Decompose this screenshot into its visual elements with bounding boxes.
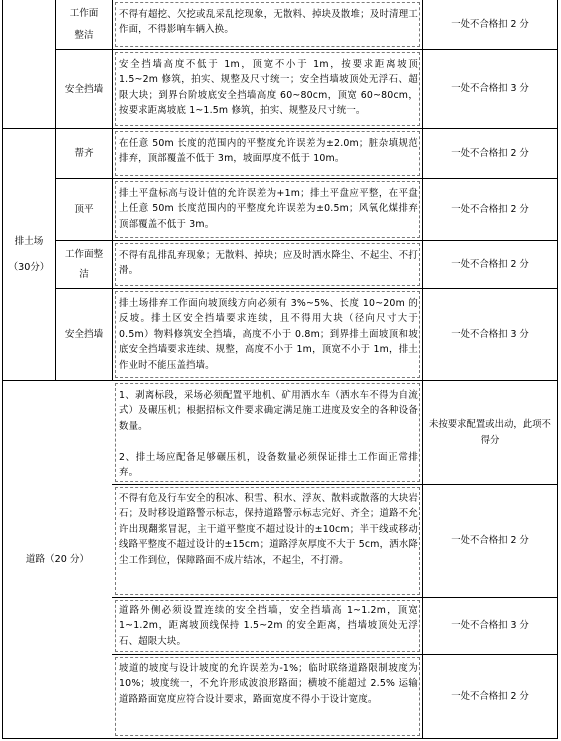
item-deduction: 一处不合格扣 3 分 [451,83,529,95]
item-requirement: 坡道的坡度与设计坡度的允许误差为-1%；临时联络道路限制坡度为 10%；坡度统一，不允许形成波浪形路面；横坡不能超过 2.5% 运输道路路面宽度应符合设计要求，路面宽度不得小于设计宽度。 [119,663,418,705]
item-name-safety-wall: 安全挡墙 [64,83,104,95]
item-deduction: 一处不合格扣 2 分 [451,18,529,30]
item-name-safety-wall: 安全挡墙 [64,329,104,340]
item-requirement: 1、剥离标段，采场必须配置平地机、矿用洒水车（洒水车不得为自流式）及碾压机；根据招标文件要求确定满足施工进度及安全的各种设备数量。 2、排土场应配备足够碾压机，设备数量必须保证排土工作面正常排弃。 [119,390,418,479]
item-requirement: 排土平盘标高与设计值的允许误差为+1m；排土平盘应平整，在平盘上任意 50m 长度范围内的平整度允许误差为±0.5m；风氧化煤排弃顶部覆盖不低于 3m。 [119,188,418,230]
column-divider-sub [112,0,113,380]
item-requirement: 不得有超挖、欠挖或乱采乱挖现象，无散料、掉块及散堆；及时清理工作面，不得影响车辆入换。 [119,9,418,36]
item-name-flat-top: 顶平 [74,204,94,215]
item-name-workface-clean: 工作面整 洁 [64,248,104,280]
table-border-right [557,0,558,739]
item-deduction: 一处不合格扣 2 分 [451,147,529,159]
item-name-workface-clean: 工作面 整洁 [69,7,99,41]
item-requirement: 不得有危及行车安全的积冰、积雪、积水、浮灰、散料或散落的大块岩石；及时移设道路警示标志，保持道路警示标志完好、齐全；道路不允许出现翻浆冒泥，主干道平整度不超过设计的±10cm；半干线或移动线路平整度不超过设计的±15cm；道路浮灰厚度不大于 5cm，洒水降尘工作到位，保障路面不成片结冰，不起尘，不打滑。 [119,493,418,566]
item-name-even-slope: 帮齐 [74,148,94,159]
item-deduction: 一处不合格扣 2 分 [451,535,529,547]
item-requirement: 在任意 50m 长度的范围内的平整度允许误差为±2.0m；脏杂填规范排弃，顶部覆盖不低于 3m，坡面厚度不低于 10m。 [119,138,418,165]
item-requirement: 排土场排弃工作面向坡顶线方向必须有 3%~5%、长度 10~20m 的反坡。排土区安全挡墙要求连续，且不得用大块（径向尺寸大于 0.5m）物料修筑安全挡墙，高度不小于 0.8m；到界排土面坡顶和坡底安全挡墙要求连续、规整，高度不小于 1m，顶宽不小于 1m，排土作业时不能压盖挡墙。 [119,298,418,371]
item-requirement: 道路外侧必须设置连续的安全挡墙，安全挡墙高 1~1.2m，顶宽 1~1.2m，距离坡顶线保持 1.5~2m 的安全距离，挡墙坡顶处无浮石、超限大块。 [119,605,418,647]
item-deduction: 一处不合格扣 2 分 [451,203,529,215]
table-border-bottom [2,738,558,739]
section-name-dump-site: 排土场 （30分） [8,235,50,273]
item-deduction: 未按要求配置或出动，此项不得分 [429,419,551,446]
item-requirement: 安全挡墙高度不低于 1m，顶宽不小于 1m，按要求距离坡顶 1.5~2m 修筑，拍实、规整及尺寸统一；安全挡墙坡顶处无浮石、超限大块；到界台阶坡底安全挡墙高度 60~80cm，顶宽 60~80cm，按要求距离坡底 1~1.5m 修筑，拍实、规整及尺寸统一。 [119,59,418,117]
section-name-road: 道路（20 分） [25,554,90,565]
item-requirement: 不得有乱排乱弃现象；无散料、掉块；应及时洒水降尘、不起尘、不打滑。 [119,250,418,277]
item-deduction: 一处不合格扣 3 分 [451,620,529,632]
item-deduction: 一处不合格扣 2 分 [451,258,529,270]
item-deduction: 一处不合格扣 3 分 [451,328,529,340]
item-deduction: 一处不合格扣 2 分 [451,690,529,702]
